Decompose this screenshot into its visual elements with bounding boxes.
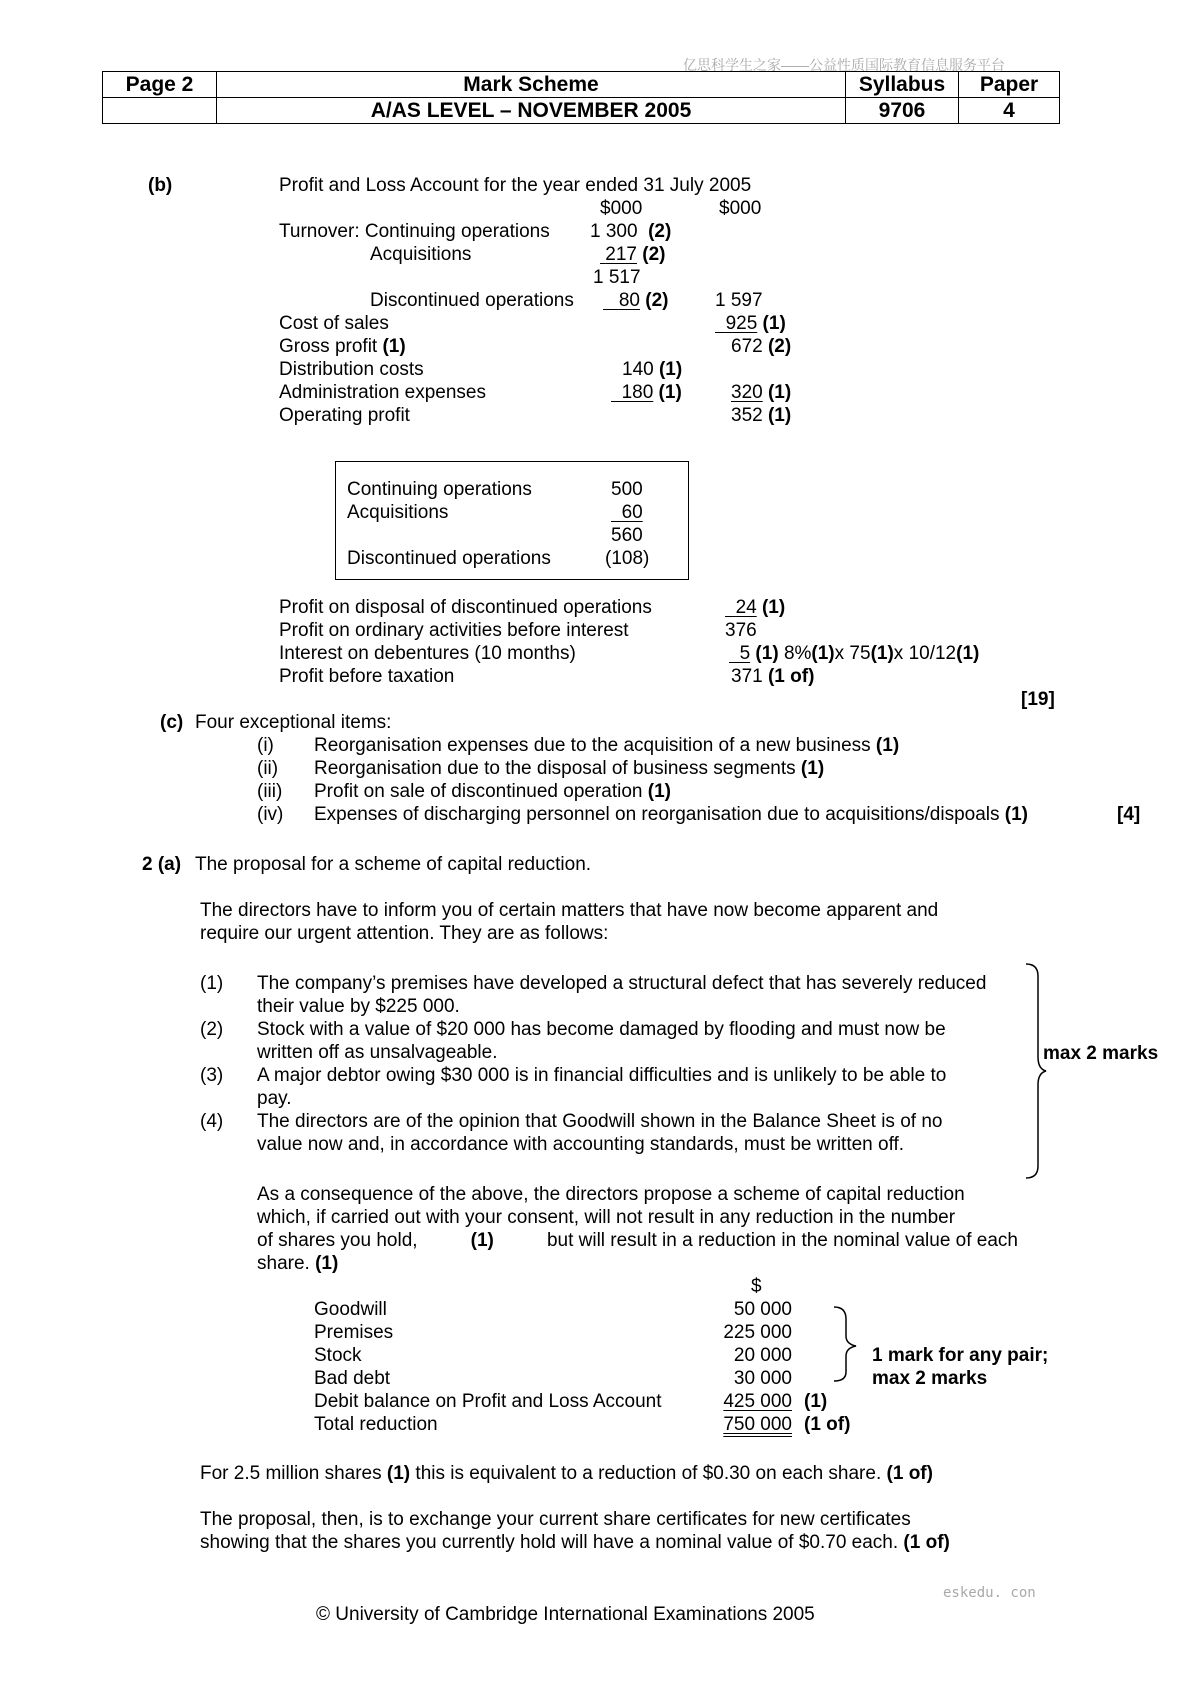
acq-label: Acquisitions [370,244,472,265]
consequence-line2: which, if carried out with your consent, will not result in any reduction in the number [257,1207,956,1228]
q2-item-line1: The directors are of the opinion that Goodwill shown in the Balance Sheet is of no [257,1111,943,1132]
shares-statement: For 2.5 million shares (1) this is equivalent to a reduction of $0.30 on each share. (1 of) [200,1463,933,1484]
part-c-item-num: (i) [257,735,274,756]
q2-item-line2: value now and, in accordance with accounting standards, must be written off. [257,1134,905,1155]
reduction-row-label: Bad debt [314,1368,391,1389]
reduction-row-label: Goodwill [314,1299,387,1320]
max-marks-brace [1024,962,1048,1180]
syllabus-label: Syllabus [846,72,959,98]
total-reduction-mark: (1 of) [804,1414,851,1435]
reduction-row-label: Stock [314,1345,362,1366]
pair-marks-note-2: max 2 marks [872,1368,988,1389]
q2-item-num: (2) [200,1019,224,1040]
q2-para1-line2: require our urgent attention. They are as follows: [200,923,609,944]
part-c-item: Reorganisation due to the disposal of business segments (1) [314,758,825,779]
col2-head: $000 [719,198,762,219]
debit-balance-mark: (1) [804,1391,828,1412]
turnover-subtotal: 1 517 [593,267,641,288]
part-c-intro: Four exceptional items: [195,712,392,733]
reduction-row-value: 50 000 [733,1299,792,1320]
proposal-line1: The proposal, then, is to exchange your current share certificates for new certificates [200,1509,911,1530]
reduction-row-value: 225 000 [723,1322,792,1343]
part-c-item: Profit on sale of discontinued operation (1) [314,781,672,802]
reduction-row-label: Premises [314,1322,394,1343]
part-c-item-num: (iv) [257,804,284,825]
admin-label: Administration expenses [279,382,486,403]
pbt-label: Profit before taxation [279,666,455,687]
consequence-line4: share. (1) [257,1253,339,1274]
pod-label: Profit on disposal of discontinued operations [279,597,652,618]
reduction-row-value: 30 000 [733,1368,792,1389]
q2-item-line1: The company’s premises have developed a structural defect that has severely reduced [257,973,987,994]
paper-number: 4 [959,98,1060,124]
turnover-label: Turnover: Continuing operations [279,221,550,242]
gp-value: 672 (2) [731,336,792,357]
part-c-item: Expenses of discharging personnel on reorganisation due to acquisitions/dispoals (1) [314,804,1029,825]
watermark-top: 亿思科学生之家——公益性质国际教育信息服务平台 [683,57,1005,73]
cos-label: Cost of sales [279,313,389,334]
debit-balance-value: 425 000 [723,1391,792,1412]
pbt-value: 371 (1 of) [731,666,815,687]
header-title: Mark Scheme [217,72,846,98]
box-cont-label: Continuing operations [347,479,532,500]
part-c-total-marks: [4] [1117,804,1141,825]
admin-total: 320 (1) [731,382,792,403]
q2-item-line2: pay. [257,1088,292,1109]
part-c-item-num: (ii) [257,758,279,779]
paper-label: Paper [959,72,1060,98]
consequence-line1: As a consequence of the above, the directors propose a scheme of capital reduction [257,1184,965,1205]
q2-item-num: (4) [200,1111,224,1132]
col1-head: $000 [600,198,643,219]
q2-para1-line1: The directors have to inform you of certain matters that have now become apparent and [200,900,939,921]
pair-marks-note-1: 1 mark for any pair; [872,1345,1049,1366]
dist-value: 140 (1) [622,359,683,380]
op-value: 352 (1) [731,405,792,426]
poa-label: Profit on ordinary activities before interest [279,620,629,641]
pod-value: 24 (1) [735,597,786,618]
turnover-total: 1 597 [715,290,763,311]
part-c-label: (c) [160,712,184,733]
q2-label: 2 (a) [142,854,182,875]
q2-item-num: (3) [200,1065,224,1086]
part-c-item-num: (iii) [257,781,283,802]
part-b-total-marks: [19] [1021,689,1055,710]
reduction-row-value: 20 000 [733,1345,792,1366]
q2-item-line2: their value by $225 000. [257,996,460,1017]
dist-label: Distribution costs [279,359,424,380]
box-disc-label: Discontinued operations [347,548,551,569]
consequence-line3: of shares you hold, (1) but will result in a reduction in the nominal value of each [257,1230,1018,1251]
q2-item-line2: written off as unsalvageable. [257,1042,498,1063]
syllabus-code: 9706 [846,98,959,124]
pair-marks-brace [832,1304,858,1384]
disc-label: Discontinued operations [370,290,574,311]
acq-value: 217 (2) [605,244,666,265]
int-value: 5 (1) 8%(1)x 75(1)x 10/12(1) [739,643,980,664]
part-c-item: Reorganisation expenses due to the acquisition of a new business (1) [314,735,900,756]
header-table [102,71,1060,124]
debit-balance-label: Debit balance on Profit and Loss Account [314,1391,662,1412]
watermark-bottom: eskedu. con [943,1585,1036,1601]
copyright-footer: © University of Cambridge International Examinations 2005 [316,1604,815,1625]
box-cont-value: 500 [611,479,643,500]
q2-title: The proposal for a scheme of capital reduction. [195,854,592,875]
turnover-cont-value: 1 300 (2) [590,221,672,242]
op-label: Operating profit [279,405,410,426]
exam-level: A/AS LEVEL – NOVEMBER 2005 [217,98,846,124]
box-acq-label: Acquisitions [347,502,449,523]
page-number: Page 2 [103,72,217,98]
max-marks-note: max 2 marks [1043,1043,1159,1064]
pl-account-title: Profit and Loss Account for the year ended 31 July 2005 [279,175,752,196]
total-reduction-label: Total reduction [314,1414,438,1435]
poa-value: 376 [725,620,757,641]
reduction-table-head: $ [751,1276,762,1297]
admin-value: 180 (1) [621,382,682,403]
q2-item-line1: Stock with a value of $20 000 has become damaged by flooding and must now be [257,1019,946,1040]
proposal-line2: showing that the shares you currently hold will have a nominal value of $0.70 each. (1 of) [200,1532,950,1553]
box-disc-value: (108) [605,548,650,569]
q2-item-line1: A major debtor owing $30 000 is in financial difficulties and is unlikely to be able to [257,1065,947,1086]
disc-value: 80 (2) [618,290,669,311]
part-b-label: (b) [148,175,173,196]
total-reduction-value: 750 000 [723,1414,792,1435]
box-subtotal: 560 [611,525,643,546]
gp-label: Gross profit (1) [279,336,406,357]
int-label: Interest on debentures (10 months) [279,643,576,664]
q2-item-num: (1) [200,973,224,994]
box-acq-value: 60 [621,502,643,523]
cos-value: 925 (1) [725,313,786,334]
